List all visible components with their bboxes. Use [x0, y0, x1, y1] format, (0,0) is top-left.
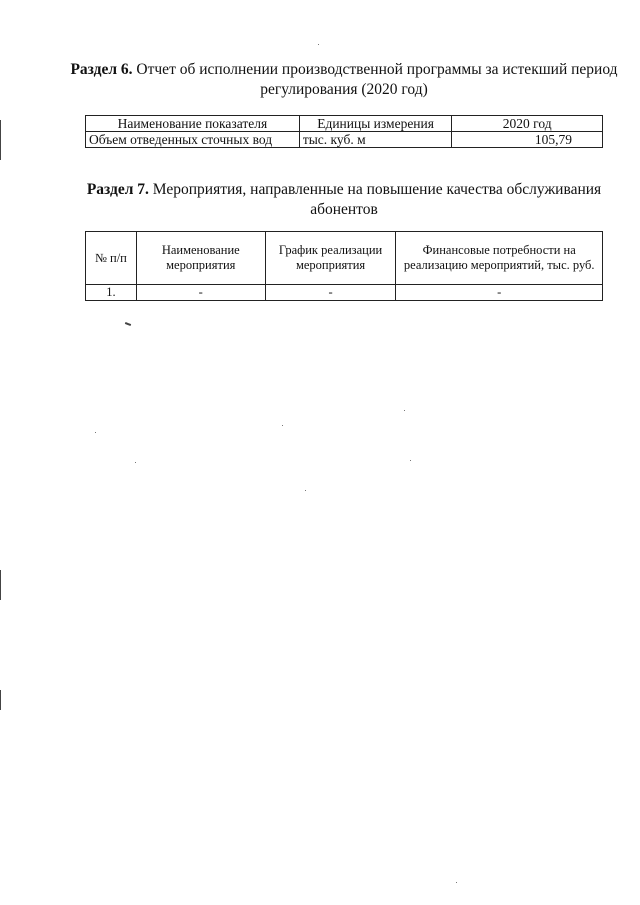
scan-speck	[404, 410, 405, 411]
scan-speck	[318, 44, 319, 45]
cell-schedule: -	[265, 285, 396, 301]
cell-value: 105,79	[452, 132, 603, 148]
cell-unit: тыс. куб. м	[299, 132, 452, 148]
scan-edge-mark	[0, 570, 1, 600]
column-header-activity-name: Наименование мероприятия	[136, 232, 265, 285]
scan-speck	[95, 432, 96, 433]
scan-speck	[282, 425, 283, 426]
column-header-indicator: Наименование показателя	[86, 116, 300, 132]
section-7-label: Раздел 7.	[86, 181, 149, 198]
cell-indicator: Объем отведенных сточных вод	[86, 132, 300, 148]
column-header-schedule: График реализации мероприятия	[265, 232, 396, 285]
table-row	[86, 285, 603, 301]
table-header-row	[86, 116, 603, 132]
scan-speck	[135, 462, 136, 463]
scan-edge-mark	[0, 690, 1, 710]
scan-speck	[456, 882, 457, 883]
section-6-title: Отчет об исполнении производственной программы за истекший период регулирования (2020 год)	[136, 61, 618, 98]
section-7-title: Мероприятия, направленные на повышение качества обслуживания абонентов	[152, 181, 602, 218]
cell-number: 1.	[86, 285, 137, 301]
section-7-table	[85, 231, 603, 301]
table-header-row	[86, 232, 603, 285]
column-header-financial-needs: Финансовые потребности на реализацию мероприятий, тыс. руб.	[396, 232, 603, 285]
column-header-number: № п/п	[86, 232, 137, 285]
section-7-heading	[70, 180, 618, 220]
cell-activity-name: -	[136, 285, 265, 301]
scan-artifact	[125, 322, 131, 326]
table-row	[86, 132, 603, 148]
scan-speck	[305, 490, 306, 491]
column-header-unit: Единицы измерения	[299, 116, 452, 132]
scan-edge-mark	[0, 120, 1, 160]
section-6-table	[85, 115, 603, 148]
section-6-label: Раздел 6.	[70, 61, 133, 78]
scan-speck	[410, 460, 411, 461]
column-header-year: 2020 год	[452, 116, 603, 132]
cell-financial-needs: -	[396, 285, 603, 301]
section-6-heading	[70, 60, 618, 100]
